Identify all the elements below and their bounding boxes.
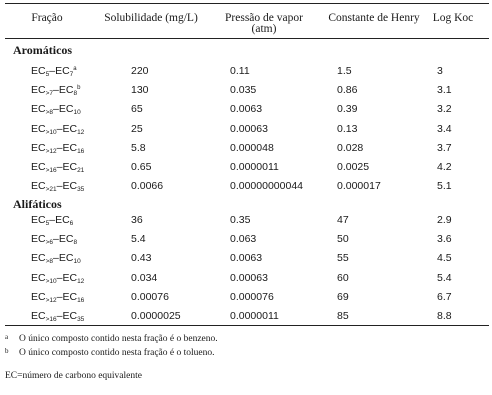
vapor-pressure-cell: 0.035 — [230, 84, 257, 97]
fraction-subscript-b: 10 — [73, 109, 81, 117]
table-row — [0, 123, 492, 142]
footnote-b-text: O único composto contido nesta fração é o tolueno. — [19, 348, 215, 358]
log-koc-cell: 2.9 — [437, 214, 452, 226]
fraction-footnote-mark: a — [73, 66, 77, 72]
solubility-cell: 5.4 — [131, 233, 146, 246]
log-koc-cell: 3.1 — [437, 84, 452, 97]
henry-constant-cell: 69 — [337, 290, 349, 303]
fraction-prefix-a: EC — [31, 141, 46, 154]
fraction-dash: – — [56, 290, 63, 303]
fraction-prefix-b: EC — [58, 84, 74, 97]
log-koc-cell: 3 — [437, 65, 443, 77]
fraction-prefix-a: EC — [31, 271, 46, 284]
table-row — [0, 233, 492, 252]
fraction-dash: – — [49, 214, 56, 226]
fraction-prefix-a: EC — [31, 180, 46, 193]
log-koc-cell: 5.4 — [437, 271, 452, 284]
fraction-dash: – — [49, 65, 56, 77]
fraction-prefix-a: EC — [31, 290, 46, 303]
henry-constant-cell: 60 — [337, 271, 349, 284]
footnote-a — [5, 333, 218, 344]
fraction-cell — [31, 310, 84, 323]
fraction-subscript-a: >10 — [45, 128, 57, 136]
fraction-subscript-a: >8 — [45, 258, 54, 266]
fraction-prefix-b: EC — [58, 233, 74, 246]
fraction-cell — [31, 272, 84, 285]
fraction-subscript-a: >10 — [45, 277, 57, 285]
log-koc-cell: 8.8 — [437, 310, 452, 322]
solubility-cell: 5.8 — [131, 141, 146, 154]
fraction-cell — [31, 103, 81, 116]
fraction-subscript-b: 10 — [73, 258, 81, 266]
solubility-cell: 130 — [131, 84, 149, 97]
fraction-subscript-a: 5 — [45, 71, 50, 78]
fraction-prefix-a: EC — [31, 252, 46, 265]
fraction-prefix-a: EC — [31, 233, 46, 246]
fraction-subscript-b: 8 — [73, 239, 78, 247]
table-bottom-rule — [5, 325, 489, 326]
fraction-subscript-b: 21 — [77, 167, 85, 174]
henry-constant-cell: 55 — [337, 252, 349, 265]
fraction-subscript-a: >7 — [45, 90, 54, 98]
footnote-ec: EC=número de carbono equivalente — [5, 371, 142, 381]
table-top-rule — [5, 3, 489, 4]
vapor-pressure-cell: 0.00063 — [230, 271, 268, 284]
footnote-b-mark: b — [5, 347, 9, 355]
fraction-cell — [31, 84, 80, 97]
fraction-prefix-a: EC — [31, 65, 46, 77]
fraction-subscript-b: 12 — [77, 277, 85, 285]
fraction-subscript-a: >21 — [45, 186, 57, 194]
header-pressao-vapor — [208, 13, 320, 35]
table-row — [0, 65, 492, 84]
fraction-dash: – — [56, 180, 63, 193]
fraction-cell — [31, 161, 84, 174]
vapor-pressure-cell: 0.0000011 — [230, 310, 279, 322]
fraction-subscript-b: 7 — [69, 71, 74, 78]
fraction-dash: – — [53, 103, 59, 116]
fraction-prefix-a: EC — [31, 310, 46, 322]
fraction-prefix-a: EC — [31, 84, 46, 97]
log-koc-cell: 4.5 — [437, 252, 452, 265]
fraction-subscript-b: 35 — [77, 316, 85, 323]
vapor-pressure-cell: 0.00000000044 — [230, 180, 303, 193]
solubility-cell: 0.034 — [131, 271, 158, 284]
henry-constant-cell: 0.000017 — [337, 180, 381, 193]
fraction-subscript-a: >16 — [45, 167, 57, 174]
vapor-pressure-cell: 0.000076 — [230, 290, 274, 303]
henry-constant-cell: 0.13 — [337, 122, 358, 135]
header-pressao-vapor-line1: Pressão de vapor — [225, 12, 303, 24]
fraction-subscript-a: >8 — [45, 109, 54, 117]
footnote-a-mark: a — [5, 333, 9, 341]
fraction-prefix-b: EC — [62, 271, 78, 284]
fraction-cell — [31, 291, 84, 304]
fraction-subscript-a: >6 — [45, 239, 54, 247]
fraction-prefix-b: EC — [58, 103, 74, 116]
henry-constant-cell: 47 — [337, 214, 349, 226]
header-solubilidade: Solubilidade (mg/L) — [104, 12, 198, 24]
vapor-pressure-cell: 0.000048 — [230, 141, 274, 154]
fraction-dash: – — [56, 141, 63, 154]
table-row — [0, 272, 492, 291]
log-koc-cell: 3.2 — [437, 103, 452, 116]
table-row — [0, 84, 492, 103]
solubility-cell: 25 — [131, 122, 143, 135]
fraction-prefix-b: EC — [55, 65, 70, 77]
fraction-prefix-a: EC — [31, 161, 46, 173]
table-row — [0, 180, 492, 199]
vapor-pressure-cell: 0.11 — [230, 65, 250, 77]
table-row — [0, 142, 492, 161]
vapor-pressure-cell: 0.00063 — [230, 122, 268, 135]
header-rule — [5, 38, 489, 39]
table-row — [0, 291, 492, 310]
fraction-cell — [31, 180, 84, 193]
fraction-prefix-b: EC — [55, 214, 70, 226]
fraction-subscript-b: 35 — [77, 186, 85, 194]
fraction-subscript-b: 16 — [77, 147, 85, 155]
solubility-cell: 0.43 — [131, 252, 152, 265]
table-row — [0, 252, 492, 271]
henry-constant-cell: 0.86 — [337, 84, 358, 97]
section-alifaticos: Alifáticos — [13, 197, 62, 211]
log-koc-cell: 3.4 — [437, 122, 452, 135]
table-row — [0, 310, 492, 329]
fraction-prefix-b: EC — [62, 141, 78, 154]
fraction-dash: – — [56, 122, 63, 135]
fraction-prefix-a: EC — [31, 103, 46, 116]
log-koc-cell: 5.1 — [437, 180, 452, 193]
vapor-pressure-cell: 0.0000011 — [230, 161, 279, 173]
vapor-pressure-cell: 0.063 — [230, 233, 257, 246]
fraction-cell — [31, 214, 73, 227]
henry-constant-cell: 1.5 — [337, 65, 352, 77]
fraction-footnote-mark: b — [77, 85, 81, 92]
header-pressao-vapor-line2: (atm) — [251, 23, 277, 35]
fraction-subscript-a: 5 — [45, 220, 50, 227]
fraction-subscript-b: 8 — [73, 90, 78, 98]
henry-constant-cell: 0.028 — [337, 141, 364, 154]
log-koc-cell: 4.2 — [437, 161, 452, 173]
fraction-cell — [31, 65, 77, 78]
fraction-cell — [31, 252, 81, 265]
solubility-cell: 220 — [131, 65, 149, 77]
henry-constant-cell: 0.0025 — [337, 161, 370, 173]
fraction-cell — [31, 123, 84, 136]
table-row — [0, 214, 492, 233]
footnote-b — [5, 347, 215, 358]
log-koc-cell: 3.6 — [437, 233, 452, 246]
fraction-subscript-b: 12 — [77, 128, 85, 136]
header-logkoc: Log Koc — [432, 12, 474, 24]
vapor-pressure-cell: 0.0063 — [230, 252, 263, 265]
fraction-cell — [31, 142, 84, 155]
fraction-dash: – — [56, 161, 63, 173]
vapor-pressure-cell: 0.0063 — [230, 103, 263, 116]
henry-constant-cell: 0.39 — [337, 103, 358, 116]
fraction-prefix-b: EC — [62, 122, 78, 135]
fraction-subscript-a: >12 — [45, 296, 57, 304]
fraction-dash: – — [53, 84, 59, 97]
fraction-dash: – — [56, 310, 63, 322]
table-row — [0, 103, 492, 122]
fraction-dash: – — [53, 252, 59, 265]
solubility-cell: 36 — [131, 214, 143, 226]
fraction-prefix-b: EC — [58, 252, 74, 265]
solubility-cell: 0.0000025 — [131, 310, 181, 322]
fraction-dash: – — [53, 233, 59, 246]
log-koc-cell: 6.7 — [437, 290, 452, 303]
fraction-subscript-b: 16 — [77, 296, 85, 304]
solubility-cell: 65 — [131, 103, 143, 116]
fraction-subscript-a: >12 — [45, 147, 57, 155]
footnote-a-text: O único composto contido nesta fração é o benzeno. — [19, 334, 218, 344]
fraction-prefix-b: EC — [62, 290, 78, 303]
henry-constant-cell: 85 — [337, 310, 349, 322]
fraction-cell — [31, 233, 77, 246]
log-koc-cell: 3.7 — [437, 141, 452, 154]
solubility-cell: 0.65 — [131, 161, 152, 173]
solubility-cell: 0.0066 — [131, 180, 164, 193]
fraction-prefix-b: EC — [62, 310, 78, 322]
fraction-subscript-b: 6 — [69, 220, 74, 227]
fraction-prefix-b: EC — [62, 161, 78, 173]
header-fracao: Fração — [31, 12, 63, 24]
fraction-prefix-a: EC — [31, 122, 46, 135]
table-row — [0, 161, 492, 180]
vapor-pressure-cell: 0.35 — [230, 214, 251, 226]
fraction-prefix-a: EC — [31, 214, 46, 226]
henry-constant-cell: 50 — [337, 233, 349, 246]
solubility-cell: 0.00076 — [131, 290, 169, 303]
fraction-dash: – — [56, 271, 63, 284]
fraction-prefix-b: EC — [62, 180, 78, 193]
header-henry: Constante de Henry — [328, 12, 420, 24]
fraction-subscript-a: >16 — [45, 316, 57, 323]
section-aromaticos: Aromáticos — [13, 43, 73, 57]
